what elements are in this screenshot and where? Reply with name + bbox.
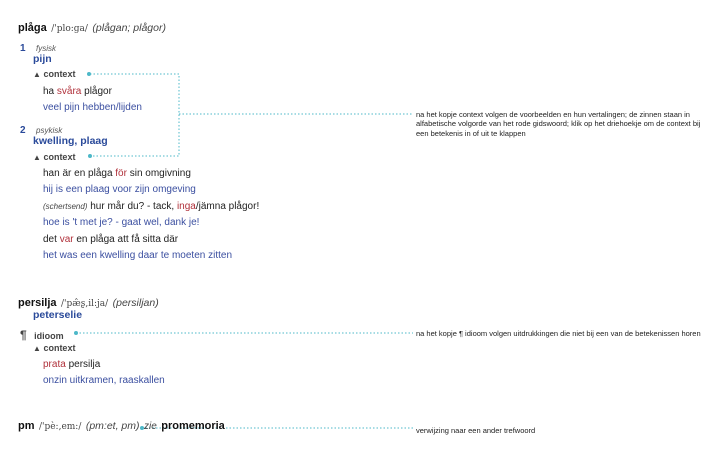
idiom-note: na het kopje ¶ idioom volgen uitdrukkingen die niet bij een van de betekenissen horen <box>416 329 701 338</box>
inflections: (plågan; plågor) <box>92 22 166 34</box>
guideword: svåra <box>56 86 82 97</box>
example-nl: hoe is 't met je? - gaat wel, dank je! <box>43 217 200 228</box>
sense-label: psykisk <box>36 126 63 135</box>
dot-icon <box>88 154 92 158</box>
idiom-header[interactable] <box>20 327 64 343</box>
headword: plåga <box>18 22 47 34</box>
pronunciation: /'pæ̂ʂ,il:ja/ <box>60 299 109 309</box>
example-nl: het was een kwelling daar te moeten zitten <box>43 250 232 261</box>
see-label: zie <box>143 421 157 432</box>
context-toggle[interactable] <box>33 153 75 162</box>
sense-number: 1 <box>20 43 26 54</box>
headword: persilja <box>18 297 57 309</box>
example-nl: hij is een plaag voor zijn omgeving <box>43 184 196 195</box>
ref-note: verwijzing naar een ander trefwoord <box>416 426 536 435</box>
context-note: na het kopje context volgen de voorbeelden en hun vertalingen; de zinnen staan in alfabetische volgorde van het rode gidswoord; klik op het driehoekje om de context bij een betekenis in of uit te klappen <box>416 110 701 138</box>
guideword: var <box>59 234 74 245</box>
context-toggle[interactable] <box>33 70 75 79</box>
context-toggle[interactable] <box>33 344 75 353</box>
pilcrow-icon: ¶ <box>20 328 27 342</box>
pronunciation: /'plo:ga/ <box>51 24 88 34</box>
entry-header <box>18 19 166 35</box>
example-sv: han är en plåga för sin omgivning <box>43 168 191 179</box>
triangle-up-icon[interactable]: ▲ <box>33 344 41 353</box>
triangle-up-icon[interactable]: ▲ <box>33 153 41 162</box>
sense-number: 2 <box>20 125 26 136</box>
translation: pijn <box>33 53 52 65</box>
guideword: för <box>115 168 127 179</box>
pronunciation: /'pè:,em:/ <box>38 422 82 432</box>
example-nl: onzin uitkramen, raaskallen <box>43 375 165 386</box>
guideword: prata <box>43 359 66 370</box>
idiom-label: idioom <box>34 331 64 341</box>
headword: pm <box>18 420 35 432</box>
entry-header <box>18 294 159 310</box>
triangle-up-icon[interactable]: ▲ <box>33 70 41 79</box>
context-label: context <box>43 69 76 79</box>
example-nl: veel pijn hebben/lijden <box>43 102 142 113</box>
dot-icon <box>87 72 91 76</box>
context-label: context <box>43 152 76 162</box>
entry-pm <box>18 417 225 433</box>
inflections: (persiljan) <box>112 297 159 309</box>
cross-reference-link[interactable]: promemoria <box>161 420 225 432</box>
example-sv: ha svåra plågor <box>43 86 112 97</box>
guideword: inga <box>176 201 196 212</box>
context-label: context <box>43 343 76 353</box>
translation: peterselie <box>33 309 83 321</box>
sense-label: fysisk <box>36 44 57 53</box>
example-sv: det var en plåga att få sitta där <box>43 234 179 245</box>
dot-icon <box>74 331 78 335</box>
example-sv: (schertsend) hur mår du? - tack, inga/jämna plågor! <box>43 201 260 212</box>
inflections: (pm:et, pm) <box>85 420 140 432</box>
translation: kwelling, plaag <box>33 135 108 147</box>
example-sv: prata persilja <box>43 359 101 370</box>
